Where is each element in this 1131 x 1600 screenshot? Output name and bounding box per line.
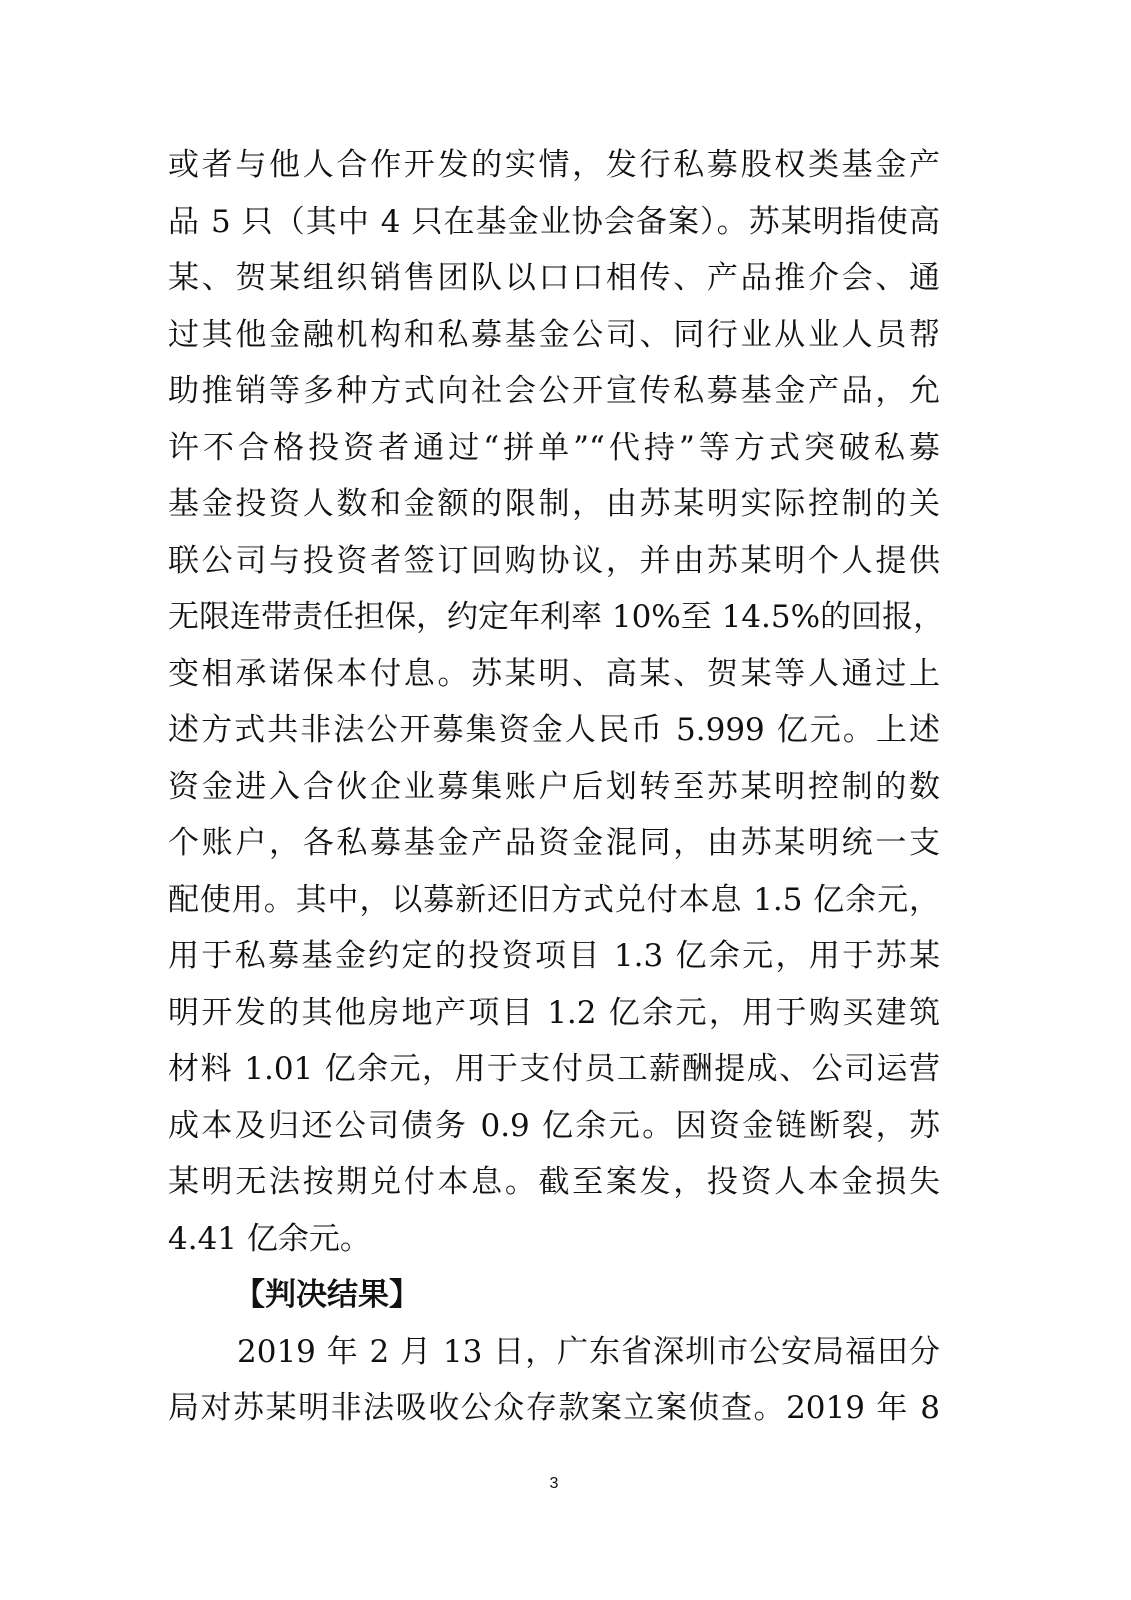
text-line: 许不合格投资者通过“拼单”“代持”等方式突破私募 [168,429,940,466]
text-line: 个账户，各私募基金产品资金混同，由苏某明统一支 [168,825,940,861]
section-heading: 【判决结果】 [234,1277,420,1313]
text-line: 4.41 亿余元。 [168,1220,371,1257]
text-line: 某明无法按期兑付本息。截至案发，投资人本金损失 [168,1164,940,1200]
text-line: 联公司与投资者签订回购协议，并由苏某明个人提供 [168,542,940,579]
text-line: 助推销等多种方式向社会公开宣传私募基金产品，允 [168,373,940,409]
page-number: 3 [549,1475,559,1492]
text-line: 明开发的其他房地产项目 1.2 亿余元，用于购买建筑 [168,994,940,1031]
text-line: 无限连带责任担保，约定年利率 10%至 14.5%的回报， [168,599,945,635]
text-line: 过其他金融机构和私募基金公司、同行业从业人员帮 [168,316,940,353]
text-line: 局对苏某明非法吸收公众存款案立案侦查。2019 年 8 [168,1390,940,1426]
text-line: 用于私募基金约定的投资项目 1.3 亿余元，用于苏某 [168,938,940,974]
text-line: 成本及归还公司债务 0.9 亿余元。因资金链断裂，苏 [168,1107,940,1144]
text-line: 变相承诺保本付息。苏某明、高某、贺某等人通过上 [168,655,940,692]
text-line: 述方式共非法公开募集资金人民币 5.999 亿元。上述 [168,712,940,748]
text-line: 资金进入合伙企业募集账户后划转至苏某明控制的数 [168,768,940,805]
text-line: 品 5 只（其中 4 只在基金业协会备案）。苏某明指使高 [168,203,940,240]
text-line: 配使用。其中，以募新还旧方式兑付本息 1.5 亿余元， [168,881,940,918]
text-line: 2019 年 2 月 13 日，广东省深圳市公安局福田分 [237,1333,940,1370]
text-line: 材料 1.01 亿余元，用于支付员工薪酬提成、公司运营 [168,1051,940,1087]
text-line: 某、贺某组织销售团队以口口相传、产品推介会、通 [168,260,940,296]
document-body [168,137,945,1437]
text-line: 基金投资人数和金额的限制，由苏某明实际控制的关 [168,486,940,522]
text-line: 或者与他人合作开发的实情，发行私募股权类基金产 [168,147,940,183]
